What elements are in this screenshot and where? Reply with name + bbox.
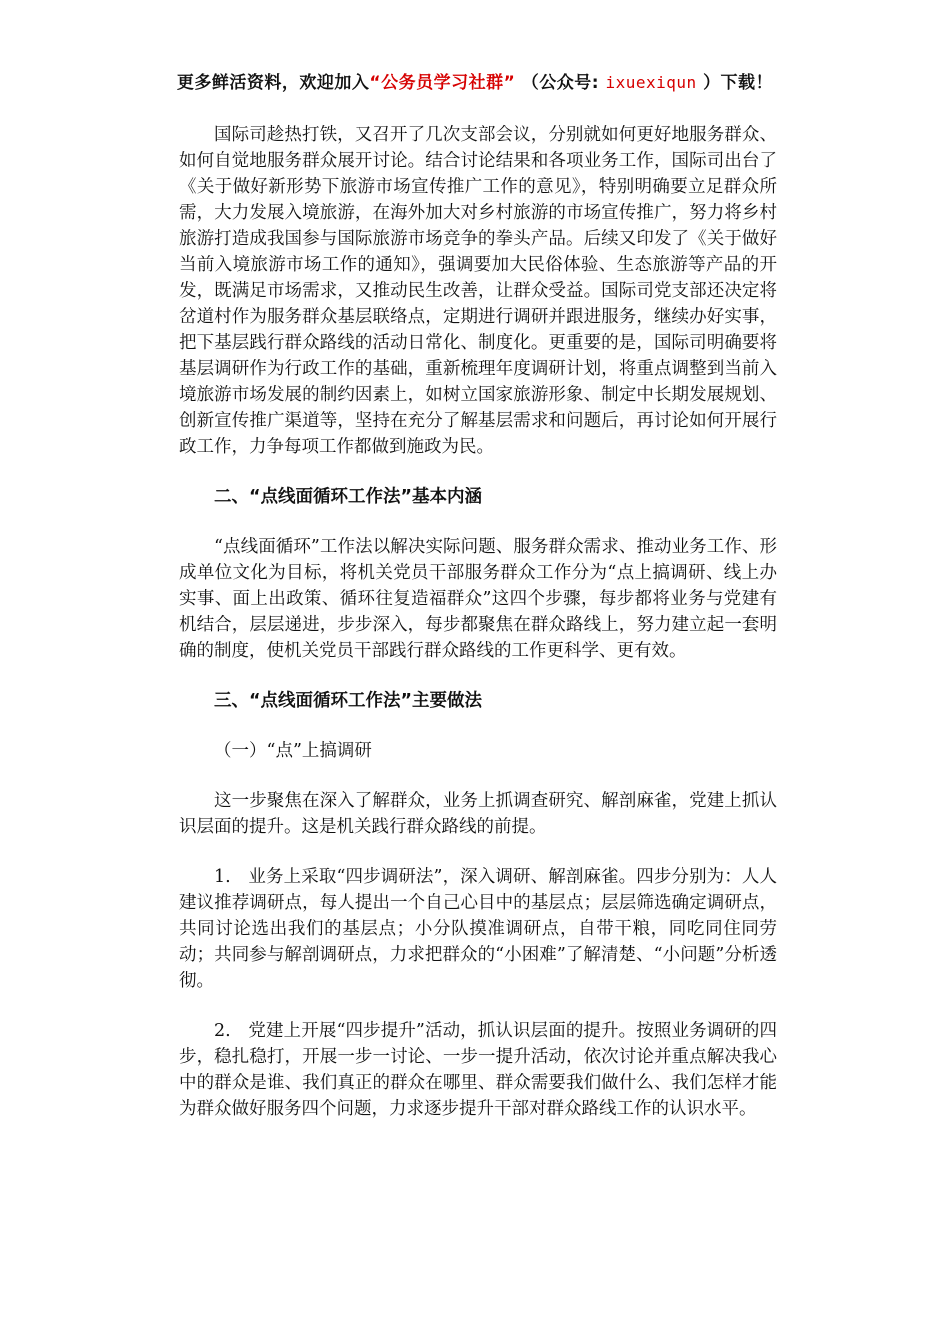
paragraph-connotation: “点线面循环”工作法以解决实际问题、服务群众需求、推动业务工作、形成单位文化为目标，将机关党员干部服务群众工作分为“点上搞调研、线上办实事、面上出政策、循环往复造福群众”这四个步骤，每步都将业务与党建有机结合，层层递进，步步深入，每步都聚焦在群众路线上，努力建立起一套明确的制度，使机关党员干部践行群众路线的工作更科学、更有效。 bbox=[179, 537, 777, 661]
banner-account-label: （公众号: bbox=[521, 73, 600, 93]
section-heading-2: 二、“点线面循环工作法”基本内涵 bbox=[214, 487, 483, 507]
paragraph-intro: 国际司趁热打铁，又召开了几次支部会议，分别就如何更好地服务群众、如何自觉地服务群众展开讨论。结合讨论结果和各项业务工作，国际司出台了《关于做好新形势下旅游市场宣传推广工作的意见》，特别明确要立足群众所需，大力发展入境旅游，在海外加大对乡村旅游的市场宣传推广，努力将乡村旅游打造成我国参与国际旅游市场竞争的拳头产品。后续又印发了《关于做好当前入境旅游市场工作的通知》，强调要加大民俗体验、生态旅游等产品的开发，既满足市场需求，又推动民生改善，让群众受益。国际司党支部还决定将岔道村作为服务群众基层联络点，定期进行调研并跟进服务，继续办好实事，把下基层践行群众路线的活动日常化、制度化。更重要的是，国际司明确要将基层调研作为行政工作的基础，重新梳理年度调研计划，将重点调整到当前入境旅游市场发展的制约因素上，如树立国家旅游形象、制定中长期发展规划、创新宣传推广渠道等，坚持在充分了解基层需求和问题后，再讨论如何开展行政工作，力争每项工作都做到施政为民。 bbox=[179, 125, 777, 457]
paragraph-item-1: 1. 业务上采取“四步调研法”，深入调研、解剖麻雀。四步分别为：人人建议推荐调研点，每人提出一个自己心目中的基层点；层层筛选确定调研点，共同讨论选出我们的基层点；小分队摸准调研点，自带干粮，同吃同住同劳动；共同参与解剖调研点，力求把群众的“小困难”了解清楚、“小问题”分析透彻。 bbox=[179, 867, 777, 991]
paragraph-step-focus: 这一步聚焦在深入了解群众，业务上抓调查研究、解剖麻雀，党建上抓认识层面的提升。这是机关践行群众路线的前提。 bbox=[179, 791, 777, 837]
document-body bbox=[179, 122, 777, 1146]
banner-group-name: “公务员学习社群” bbox=[369, 73, 516, 93]
banner-account-id: ixuexiqun bbox=[605, 73, 697, 92]
banner-prefix: 更多鲜活资料，欢迎加入 bbox=[176, 73, 370, 93]
banner-suffix: ）下载！ bbox=[703, 73, 774, 93]
paragraph-item-2: 2. 党建上开展“四步提升”活动，抓认识层面的提升。按照业务调研的四步，稳扎稳打，开展一步一讨论、一步一提升活动，依次讨论并重点解决我心中的群众是谁、我们真正的群众在哪里、群众需要我们做什么、我们怎样才能为群众做好服务四个问题，力求逐步提升干部对群众路线工作的认识水平。 bbox=[179, 1021, 777, 1119]
section-heading-3: 三、“点线面循环工作法”主要做法 bbox=[214, 691, 483, 711]
download-banner bbox=[0, 68, 950, 93]
subsection-heading-1: （一）“点”上搞调研 bbox=[214, 741, 372, 761]
